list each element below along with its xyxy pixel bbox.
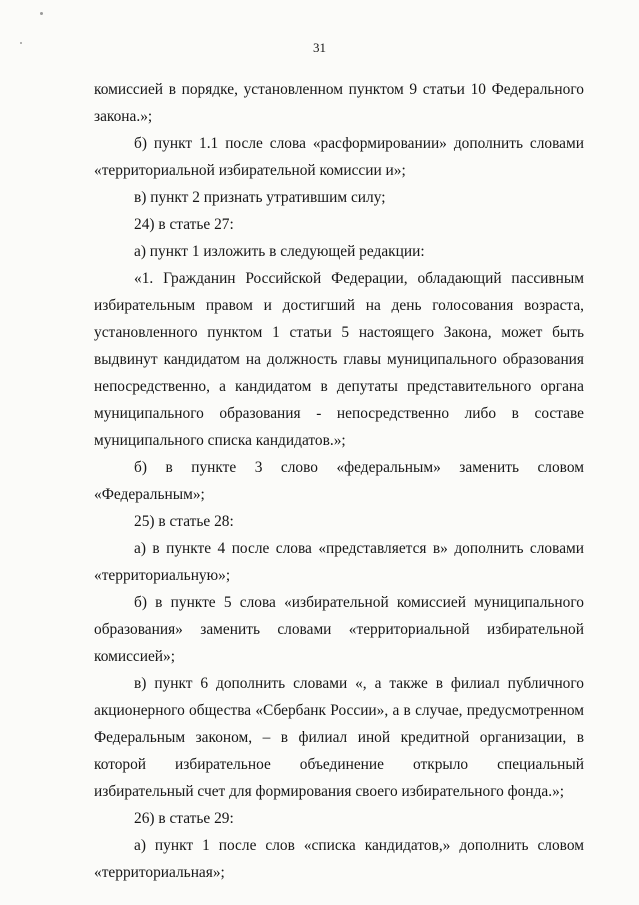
paragraph: 25) в статье 28:	[134, 513, 234, 530]
paragraph: комиссией в порядке, установленном пунктом 9 статьи 10 Федерального закона.»;	[94, 81, 584, 125]
paragraph: а) пункт 1 изложить в следующей редакции:	[134, 243, 425, 260]
paragraph: б) в пункте 5 слова «избирательной комиссией муниципального образования» заменить словами «территориальной избирательной комиссией»;	[94, 594, 584, 665]
paragraph: 24) в статье 27:	[134, 216, 234, 233]
paragraph: б) пункт 1.1 после слова «расформировании» дополнить словами «территориальной избирательной комиссии и»;	[94, 135, 584, 179]
page-number: 31	[313, 40, 326, 55]
document-body	[94, 76, 584, 886]
scan-speck	[40, 12, 43, 15]
paragraph: в) пункт 6 дополнить словами «, а также в филиал публичного акционерного общества «Сбербанк России», а в случае, предусмотренном Федеральным законом, – в филиал иной кредитной организации, в которой избирательное объединение открыло специальный избирательный счет для формирования своего избирательного фонда.»;	[94, 675, 584, 800]
paragraph: «1. Гражданин Российской Федерации, обладающий пассивным избирательным правом и достигший на день голосования возраста, установленного пунктом 1 статьи 5 настоящего Закона, может быть выдвинут кандидатом на должность главы муниципального образования непосредственно, а кандидатом в депутаты представительного органа муниципального образования - непосредственно либо в составе муниципального списка кандидатов.»;	[94, 270, 584, 449]
paragraph: а) пункт 1 после слов «списка кандидатов,» дополнить словом «территориальная»;	[94, 837, 584, 881]
paragraph: в) пункт 2 признать утратившим силу;	[134, 189, 386, 206]
paragraph: 26) в статье 29:	[134, 810, 234, 827]
paragraph: а) в пункте 4 после слова «представляется в» дополнить словами «территориальную»;	[94, 540, 584, 584]
paragraph: б) в пункте 3 слово «федеральным» заменить словом «Федеральным»;	[94, 459, 584, 503]
